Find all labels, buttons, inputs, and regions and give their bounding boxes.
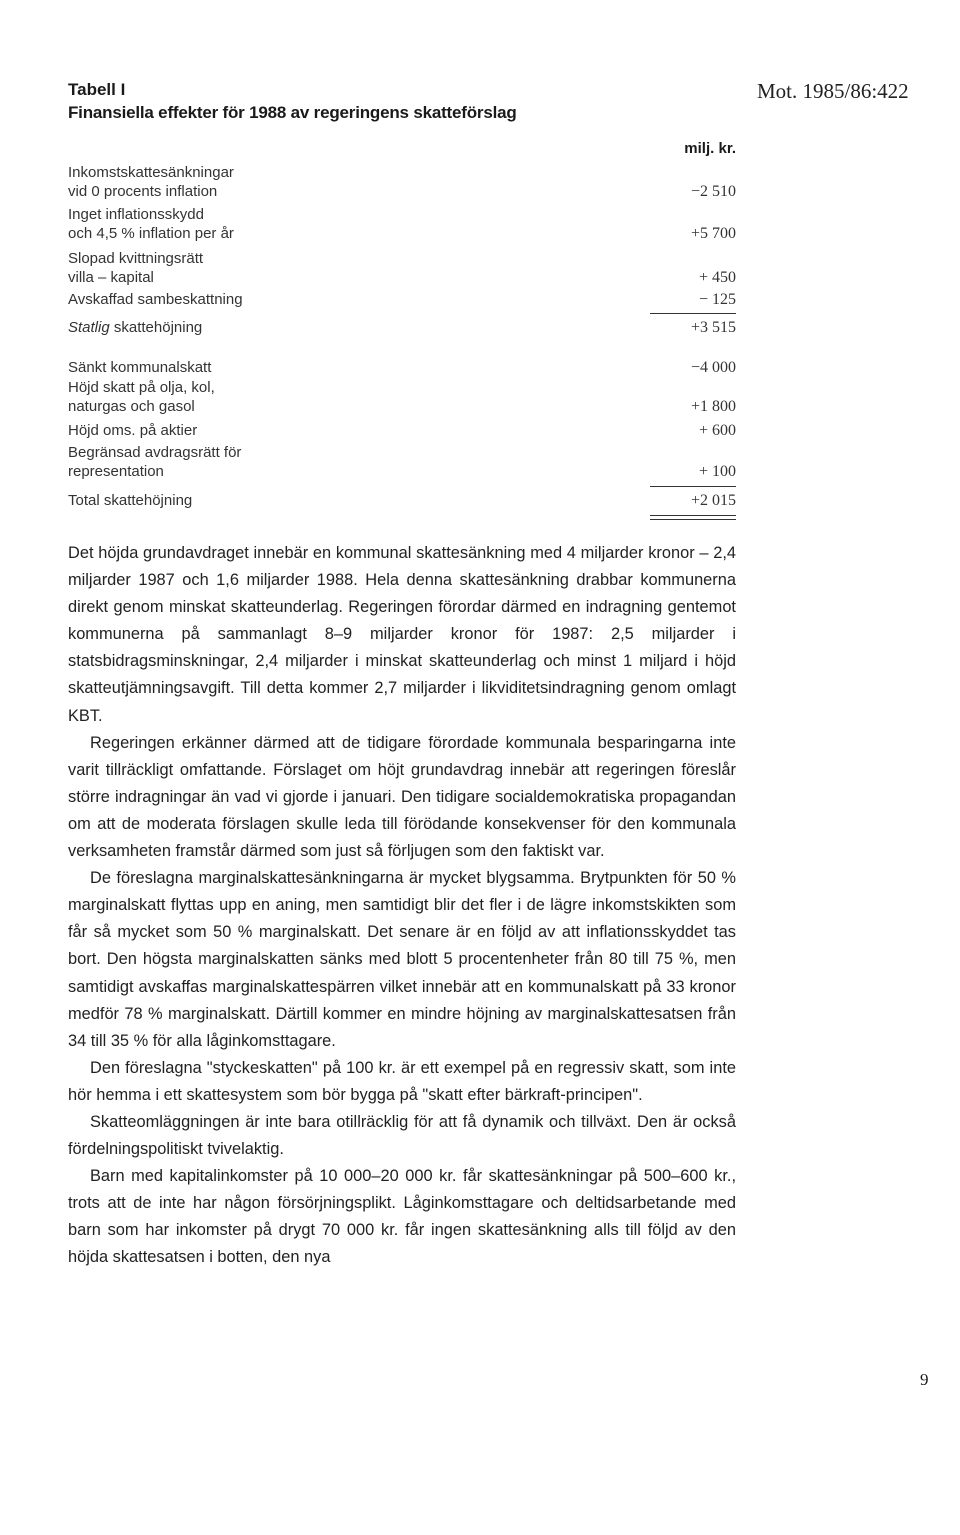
document-reference: Mot. 1985/86:422 [757,79,909,103]
table-title: Finansiella effekter för 1988 av regeringens skatteförslag [68,103,517,122]
row-label: Total skattehöjning [68,492,193,509]
table-row [68,163,736,201]
table-row [68,491,736,510]
row-value: +5 700 [690,225,736,242]
table-unit: milj. kr. [684,140,736,157]
row-value: −2 510 [690,183,736,200]
row-label: Sänkt kommunalskatt [68,359,212,376]
double-rule-bottom [650,519,736,520]
row-value: +3 515 [690,319,736,336]
paragraph: Skatteomläggningen är inte bara otillräcklig för att få dynamik och tillväxt. Den är också fördelningspolitiskt tvivelaktig. [68,1112,736,1159]
row-label: Höjd oms. på aktier [68,422,198,439]
total-rule [650,486,736,487]
row-label: Avskaffad sambeskattning [68,291,243,308]
row-value: +2 015 [690,492,736,509]
row-value: + 450 [698,269,736,286]
row-label: Statlig skattehöjning [68,319,203,336]
table-row [68,290,736,309]
body-text [68,540,736,1272]
row-label: Begränsad avdragsrätt för representation [68,444,242,480]
row-label: Inget inflationsskydd och 4,5 % inflation per år [68,206,234,242]
table-row [68,205,736,243]
double-rule-top [650,515,736,516]
paragraph: Barn med kapitalinkomster på 10 000–20 000 kr. får skattesänkningar på 500–600 kr., trots att de inte har någon försörjningsplikt. Låginkomsttagare och deltidsarbetande med barn som har inkomster på drygt 70 000 kr. får ingen skattesänkning alls till följd av den höjda skattesatsen i botten, den nya [68,1167,736,1267]
paragraph: Den föreslagna "styckeskatten" på 100 kr. är ett exempel på en regressiv skatt, som inte hör hemma i ett skattesystem som bör bygga på "skatt efter bärkraft-principen". [68,1058,736,1104]
table-row [68,318,736,337]
page-number: 9 [920,1370,929,1389]
table-label: Tabell I [68,80,126,99]
table-row [68,443,736,481]
paragraph: De föreslagna marginalskattesänkningarna är mycket blygsamma. Brytpunkten för 50 % marginalskatt flyttas upp en aning, men samtidigt blir det fler i de lägre inkomstskikten som får så mycket som 50 % marginalskatt. Det senare är en följd av att inflationsskyddet tas bort. Den högsta marginalskatten sänks med blott 5 procentenheter från 80 till 75 %, men samtidigt avskaffas marginalskattespärren vilket innebär att en kommunalskatt på 33 kronor medför 78 % marginalskatt. Därtill kommer en mindre höjning av marginalskattesatsen från 34 till 35 % för alla låginkomsttagare. [68,869,736,1050]
row-value: − 125 [698,291,736,308]
table-row [68,378,736,416]
row-value: +1 800 [690,398,736,415]
row-label: Inkomstskattesänkningar vid 0 procents inflation [68,164,234,200]
table-row [68,249,736,287]
row-value: + 100 [698,463,736,480]
paragraph: Regeringen erkänner därmed att de tidigare förordade kommunala besparingarna inte varit tillräckligt omfattande. Förslaget om höjt grundavdrag innebär att regeringen föreslår större indragningar än vad vi gjorde i januari. Den tidigare socialdemokratiska propagandan om att de moderata förslagen skulle leda till förödande konsekvenser för den kommunala verksamheten framstår därmed som just så förljugen som den faktiskt var. [68,733,736,861]
row-value: −4 000 [690,359,736,376]
paragraph: Det höjda grundavdraget innebär en kommunal skattesänkning med 4 miljarder kronor – 2,4 miljarder 1987 och 1,6 miljarder 1988. Hela denna skattesänkning drabbar kommunerna direkt genom minskat skatteunderlag. Regeringen förordar därmed en indragning gentemot kommunerna på sammanlagt 8–9 miljarder kronor för 1987: 2,5 miljarder i statsbidragsminskningar, 2,4 miljarder i minskat skatteunderlag och minst 1 miljard i höjd skatteutjämningsavgift. Till detta kommer 2,7 miljarder i likviditetsindragning genom omlagt KBT. [68,544,736,725]
row-label: Slopad kvittningsrätt villa – kapital [68,250,204,286]
subtotal-rule [650,313,736,314]
row-value: + 600 [698,422,736,439]
table-row [68,421,736,440]
table-row [68,358,736,377]
row-label: Höjd skatt på olja, kol, naturgas och gasol [68,379,215,415]
